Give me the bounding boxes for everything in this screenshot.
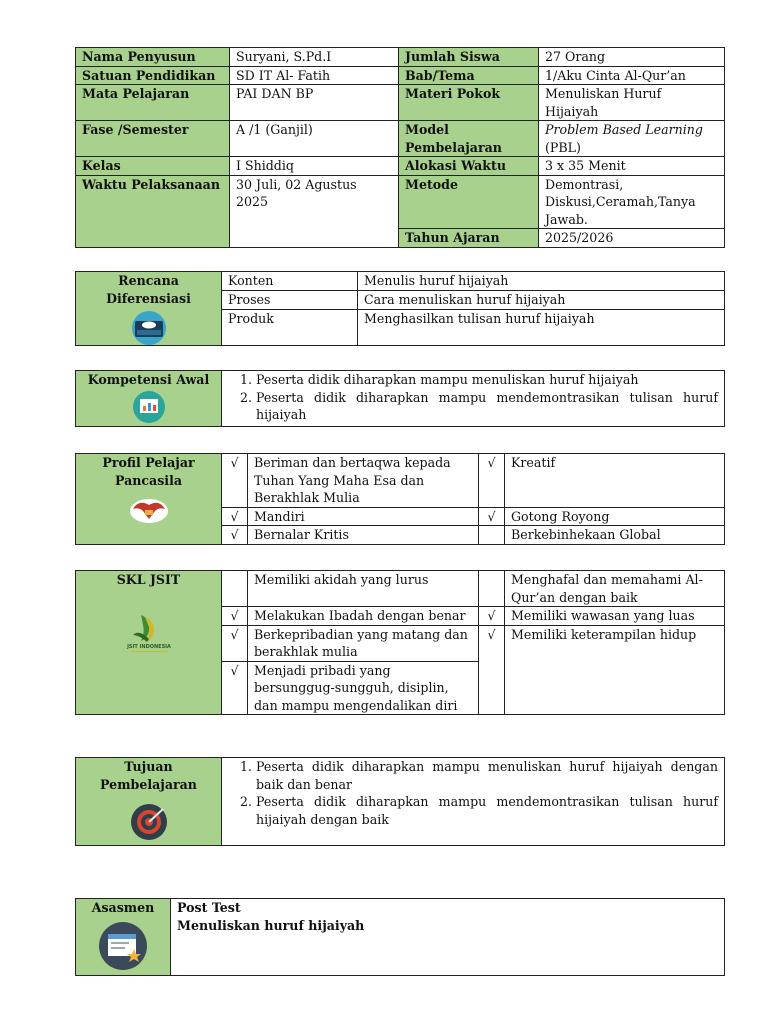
list-item: 1. Peserta didik diharapkan mampu menuliskan huruf hijaiyah [256, 371, 718, 389]
diferensiasi-proses-value: Cara menuliskan huruf hijaiyah [358, 291, 725, 310]
table-row [76, 121, 725, 157]
kompetensi-header [76, 371, 222, 427]
profil-title: Profil Pelajar Pancasila [102, 455, 195, 488]
diferensiasi-produk-label: Produk [222, 310, 358, 346]
label-fase-semester: Fase /Semester [76, 121, 230, 157]
check-mark: √ [479, 625, 505, 715]
skl-item: Menghafal dan memahami Al-Qur’an dengan baik [505, 571, 725, 607]
label-model-pembelajaran: Model Pembelajaran [399, 121, 539, 157]
garuda-emblem-icon [129, 493, 169, 525]
asasmen-content [171, 899, 725, 976]
model-name: Problem Based Learning [545, 122, 703, 137]
table-row [76, 899, 725, 976]
profil-item: Mandiri [248, 507, 479, 526]
label-metode: Metode [399, 175, 539, 229]
check-mark: √ [479, 507, 505, 526]
check-mark [479, 571, 505, 607]
value-nama-penyusun: Suryani, S.Pd.I [230, 48, 399, 67]
value-fase-semester: A /1 (Ganjil) [230, 121, 399, 157]
table-row [76, 272, 725, 291]
table-row [76, 157, 725, 176]
diferensiasi-table [75, 271, 725, 346]
value-metode: Demontrasi, Diskusi,Ceramah,Tanya Jawab. [539, 175, 725, 229]
table-row [76, 175, 725, 229]
profil-item: Berkebinhekaan Global [505, 526, 725, 545]
label-bab-tema: Bab/Tema [399, 66, 539, 85]
check-mark: √ [222, 526, 248, 545]
check-mark: √ [222, 625, 248, 661]
skl-item: Memiliki akidah yang lurus [248, 571, 479, 607]
value-alokasi-waktu: 3 x 35 Menit [539, 157, 725, 176]
diferensiasi-konten-value: Menulis huruf hijaiyah [358, 272, 725, 291]
list-item: 1. Peserta didik diharapkan mampu menuliskan huruf hijaiyah dengan baik dan benar [256, 758, 718, 793]
diferensiasi-konten-label: Konten [222, 272, 358, 291]
profil-item: Bernalar Kritis [248, 526, 479, 545]
chart-board-icon [130, 391, 168, 423]
list-item: 2. Peserta didik diharapkan mampu mendemontrasikan tulisan huruf hijaiyah dengan baik [256, 793, 718, 828]
check-mark: √ [479, 454, 505, 508]
skl-table [75, 570, 725, 715]
check-mark: √ [222, 661, 248, 715]
tujuan-header [76, 758, 222, 846]
label-kelas: Kelas [76, 157, 230, 176]
table-row [76, 571, 725, 607]
tujuan-table [75, 757, 725, 846]
table-row [76, 48, 725, 67]
profil-table [75, 453, 725, 545]
skl-item: Memiliki wawasan yang luas [505, 607, 725, 626]
skl-item: Berkepribadian yang matang dan berakhlak mulia [248, 625, 479, 661]
jsit-logo-text: JSIT INDONESIA [126, 643, 171, 650]
table-row [76, 371, 725, 427]
table-row [76, 758, 725, 846]
kompetensi-content [222, 371, 725, 427]
label-satuan-pendidikan: Satuan Pendidikan [76, 66, 230, 85]
label-mata-pelajaran: Mata Pelajaran [76, 85, 230, 121]
asasmen-title: Asasmen [91, 900, 155, 915]
kompetensi-table [75, 370, 725, 427]
label-waktu-pelaksanaan: Waktu Pelaksanaan [76, 175, 230, 247]
asasmen-header [76, 899, 171, 976]
profil-item: Kreatif [505, 454, 725, 508]
skl-header [76, 571, 222, 715]
tujuan-list [228, 758, 718, 828]
tujuan-title: Tujuan Pembelajaran [100, 759, 197, 792]
value-jumlah-siswa: 27 Orang [539, 48, 725, 67]
asasmen-line-1: Post Test [177, 900, 241, 915]
value-satuan-pendidikan: SD IT Al- Fatih [230, 66, 399, 85]
check-mark: √ [222, 454, 248, 508]
check-mark [479, 526, 505, 545]
label-alokasi-waktu: Alokasi Waktu [399, 157, 539, 176]
check-mark: √ [479, 607, 505, 626]
diferensiasi-title: Rencana Diferensiasi [106, 273, 191, 306]
list-item: 2. Peserta didik diharapkan mampu mendemontrasikan tulisan huruf hijaiyah [256, 389, 718, 424]
kompetensi-title: Kompetensi Awal [87, 372, 210, 387]
value-model-pembelajaran [539, 121, 725, 157]
label-nama-penyusun: Nama Penyusun [76, 48, 230, 67]
asasmen-table [75, 898, 725, 976]
asasmen-line-2: Menuliskan huruf hijaiyah [177, 917, 365, 933]
check-mark: √ [222, 507, 248, 526]
label-jumlah-siswa: Jumlah Siswa [399, 48, 539, 67]
value-kelas: I Shiddiq [230, 157, 399, 176]
tujuan-content [222, 758, 725, 846]
table-row [76, 66, 725, 85]
profil-item: Gotong Royong [505, 507, 725, 526]
label-materi-pokok: Materi Pokok [399, 85, 539, 121]
identity-table [75, 47, 725, 248]
value-materi-pokok: Menuliskan Huruf Hijaiyah [539, 85, 725, 121]
profil-item: Beriman dan bertaqwa kepada Tuhan Yang Maha Esa dan Berakhlak Mulia [248, 454, 479, 508]
profil-header [76, 454, 222, 545]
diferensiasi-proses-label: Proses [222, 291, 358, 310]
check-mark [222, 571, 248, 607]
kompetensi-list [228, 371, 718, 424]
value-mata-pelajaran: PAI DAN BP [230, 85, 399, 121]
value-waktu-pelaksanaan: 30 Juli, 02 Agustus 2025 [230, 175, 399, 247]
value-bab-tema: 1/Aku Cinta Al-Qur’an [539, 66, 725, 85]
target-icon [123, 803, 175, 841]
check-mark: √ [222, 607, 248, 626]
skl-item: Memiliki keterampilan hidup [505, 625, 725, 715]
jsit-logo-icon [119, 611, 179, 655]
label-tahun-ajaran: Tahun Ajaran [399, 229, 539, 248]
skl-item: Menjadi pribadi yang bersunggug-sungguh, disiplin, dan mampu mengendalikan diri [248, 661, 479, 715]
diferensiasi-header [76, 272, 222, 346]
skl-title: SKL JSIT [116, 572, 181, 587]
certificate-star-icon [98, 921, 148, 971]
table-row [76, 85, 725, 121]
diferensiasi-produk-value: Menghasilkan tulisan huruf hijaiyah [358, 310, 725, 346]
model-abbr: (PBL) [545, 139, 581, 155]
value-tahun-ajaran: 2025/2026 [539, 229, 725, 248]
table-row [76, 454, 725, 508]
skl-item: Melakukan Ibadah dengan benar [248, 607, 479, 626]
cloud-computer-icon [127, 311, 171, 345]
